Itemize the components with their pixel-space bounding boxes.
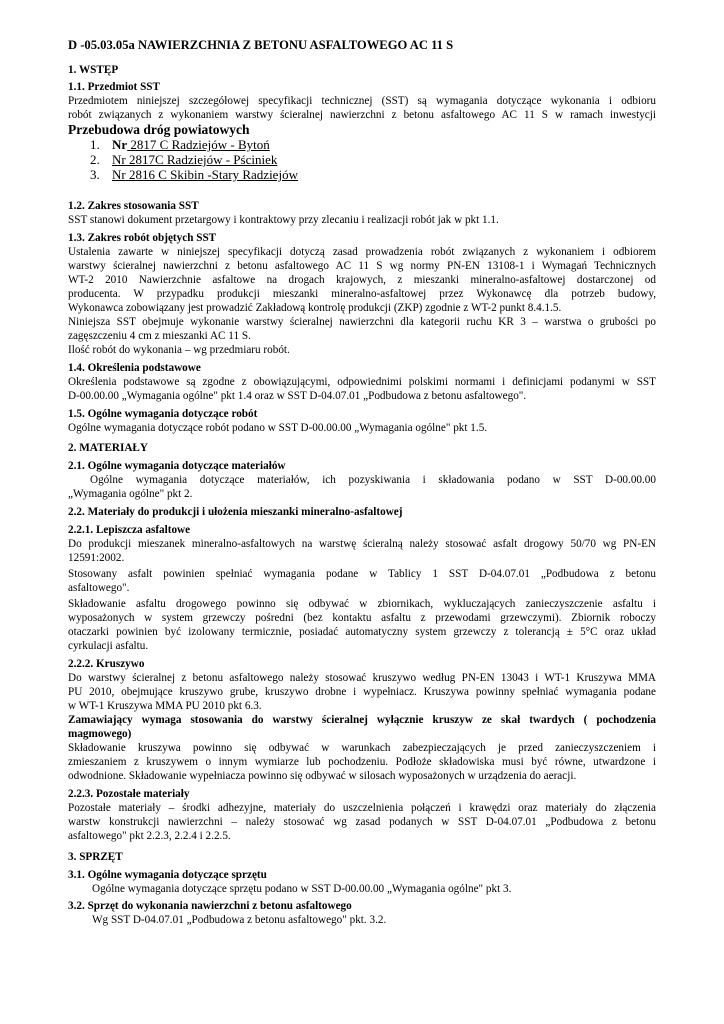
paragraph-line: Niniejsza SST obejmuje wykonanie warstwy ścieralnej nawierzchni dla kategorii ruchu KR 3 – warstwa o grubości po (68, 316, 656, 328)
paragraph-line: robót związanych z wykonaniem warstwy ścieralnej nawierzchni z betonu asfaltowego AC 11 S w ramach inwestycji (68, 109, 656, 121)
section-2-2-heading: 2.2. Materiały do produkcji i ułożenia mieszanki mineralno-asfaltowej (68, 506, 403, 518)
section-3-2-heading: 3.2. Sprzęt do wykonania nawierzchni z betonu asfaltowego (68, 900, 352, 912)
paragraph-line: 12591:2002. (68, 552, 125, 564)
paragraph-line: warstwy ścieralnej nawierzchni z betonu asfaltowego AC 11 S wg normy PN-EN 13108-1 i Wymagań Technicznych (68, 260, 656, 272)
document-title: D -05.03.05a NAWIERZCHNIA Z BETONU ASFALTOWEGO AC 11 S (68, 38, 454, 52)
paragraph-line: Składowanie asfaltu drogowego powinno się odbywać w zbiornikach, wykluczających zanieczyszczenie asfaltu i (68, 598, 656, 610)
paragraph-line: Przedmiotem niniejszej szczegółowej specyfikacji technicznej (SST) są wymagania dotyczące wykonania i odbioru (68, 95, 656, 107)
section-2-2-1-heading: 2.2.1. Lepiszcza asfaltowe (68, 524, 191, 536)
paragraph-line: Ilość robót do wykonania – wg przedmiaru robót. (68, 344, 290, 356)
paragraph-line: Do warstwy ścieralnej z betonu asfaltowego należy stosować kruszywo według PN-EN 13043 i WT-1 Kruszywa MMA (68, 672, 656, 684)
paragraph-line: zmieszaniem z kruszywem o innym wymiarze lub pochodzeniu. Podłoże składowiska musi być równe, utwardzone i (68, 756, 656, 768)
section-1-heading: 1. WSTĘP (68, 64, 119, 76)
paragraph-line: Ogólne wymagania dotyczące materiałów, ich pozyskiwania i składowania podano w SST D-00.00.00 (90, 474, 656, 486)
section-2-2-2-heading: 2.2.2. Kruszywo (68, 658, 145, 670)
paragraph-line: Stosowany asfalt powinien spełniać wymagania podane w Tablicy 1 SST D-04.07.01 „Podbudowa z betonu (68, 568, 656, 580)
project-list-item: 2. Nr 2817C Radziejów - Pściniek (90, 152, 278, 167)
section-2-1-heading: 2.1. Ogólne wymagania dotyczące materiałów (68, 460, 286, 472)
paragraph-line: Określenia podstawowe są zgodne z obowiązującymi, odpowiednimi polskimi normami i definicjami podanymi w SST (68, 376, 656, 388)
section-1-3-heading: 1.3. Zakres robót objętych SST (68, 232, 217, 244)
paragraph-line: odwodnione. Składowanie wypełniacza powinno się odbywać w silosach wyposażonych w urządzenia do aeracji. (68, 770, 577, 782)
paragraph-line: wyposażonych w system grzewczy pośredni (bez kontaktu asfaltu z przewodami grzewczymi). Zbiornik roboczy (68, 612, 656, 624)
paragraph-line: WT-2 2010 Nawierzchnie asfaltowe na drogach krajowych, z mieszanki mineralno-asfaltowej dostarczonej od (68, 274, 656, 286)
paragraph-line: Wykonawca zobowiązany jest prowadzić Zakładową kontrolę produkcji (ZKP) zgodnie z WT-2 punkt 8.4.1.5. (68, 302, 562, 314)
bold-requirement-line: magmowego) (68, 728, 132, 740)
paragraph-line: PU 2010, obejmujące kruszywo grube, kruszywo drobne i wypełniacz. Kruszywa powinny spełniać wymagania podane (68, 686, 656, 698)
paragraph-line: SST stanowi dokument przetargowy i kontraktowy przy zlecaniu i realizacji robót jak w pkt 1.1. (68, 214, 499, 226)
paragraph-line: Ustalenia zawarte w niniejszej specyfikacji dotyczą zasad prowadzenia robót związanych z wykonaniem i odbiorem (68, 246, 656, 258)
section-1-4-heading: 1.4. Określenia podstawowe (68, 362, 201, 374)
bold-requirement-line: Zamawiający wymaga stosowania do warstwy ścieralnej wyłącznie kruszyw ze skał twardych ( pochodzenia (68, 714, 656, 726)
paragraph-line: D-00.00.00 „Wymagania ogólne" pkt 1.4 oraz w SST D-04.07.01 „Podbudowa z betonu asfaltowego". (68, 390, 527, 402)
section-3-1-heading: 3.1. Ogólne wymagania dotyczące sprzętu (68, 869, 267, 881)
paragraph-line: cyrkulacji asfaltu. (68, 640, 149, 652)
paragraph-line: producenta. W przypadku produkcji mieszanki mineralno-asfaltowej przez Wykonawcę dla potrzeb budowy, (68, 288, 656, 300)
paragraph-line: „Wymagania ogólne" pkt 2. (68, 488, 193, 500)
section-1-2-heading: 1.2. Zakres stosowania SST (68, 200, 199, 212)
paragraph-line: zagęszczeniu 4 cm z mieszanki AC 11 S. (68, 330, 251, 342)
paragraph-line: w WT-1 Kruszywa MMA PU 2010 pkt 6.3. (68, 700, 262, 712)
project-list-item: 1. Nr 2817 C Radziejów - Bytoń (90, 137, 270, 152)
paragraph-line: Do produkcji mieszanek mineralno-asfaltowych na warstwę ścieralną należy stosować asfalt drogowy 50/70 wg PN-EN (68, 538, 656, 550)
section-2-2-3-heading: 2.2.3. Pozostałe materiały (68, 788, 190, 800)
section-1-5-heading: 1.5. Ogólne wymagania dotyczące robót (68, 408, 258, 420)
paragraph-line: Ogólne wymagania dotyczące sprzętu podano w SST D-00.00.00 „Wymagania ogólne" pkt 3. (92, 883, 512, 895)
paragraph-line: asfaltowego" pkt 2.2.3, 2.2.4 i 2.2.5. (68, 830, 231, 842)
paragraph-line: warstw konstrukcji nawierzchni – należy stosować wg zasad podanych w SST D-04.07.01 „Podbudowa z betonu (68, 816, 656, 828)
paragraph-line: Wg SST D-04.07.01 „Podbudowa z betonu asfaltowego" pkt. 3.2. (92, 914, 387, 926)
section-1-1-heading: 1.1. Przedmiot SST (68, 81, 160, 93)
paragraph-line: asfaltowego". (68, 582, 130, 594)
paragraph-line: otaczarki powinien być izolowany termicznie, posiadać automatyczny system grzewczy z tolerancją ± 5°C oraz układ (68, 626, 656, 638)
section-2-heading: 2. MATERIAŁY (68, 442, 148, 454)
paragraph-line: Ogólne wymagania dotyczące robót podano w SST D-00.00.00 „Wymagania ogólne" pkt 1.5. (68, 422, 488, 434)
project-list-item: 3. Nr 2816 C Skibin -Stary Radziejów (90, 167, 298, 182)
section-3-heading: 3. SPRZĘT (68, 851, 123, 863)
project-title: Przebudowa dróg powiatowych (68, 122, 250, 137)
paragraph-line: Składowanie kruszywa powinno się odbywać w warunkach zabezpieczających je przed zanieczyszczeniem i (68, 742, 656, 754)
paragraph-line: Pozostałe materiały – środki adhezyjne, materiały do uszczelnienia połączeń i krawędzi oraz materiały do złączenia (68, 802, 656, 814)
